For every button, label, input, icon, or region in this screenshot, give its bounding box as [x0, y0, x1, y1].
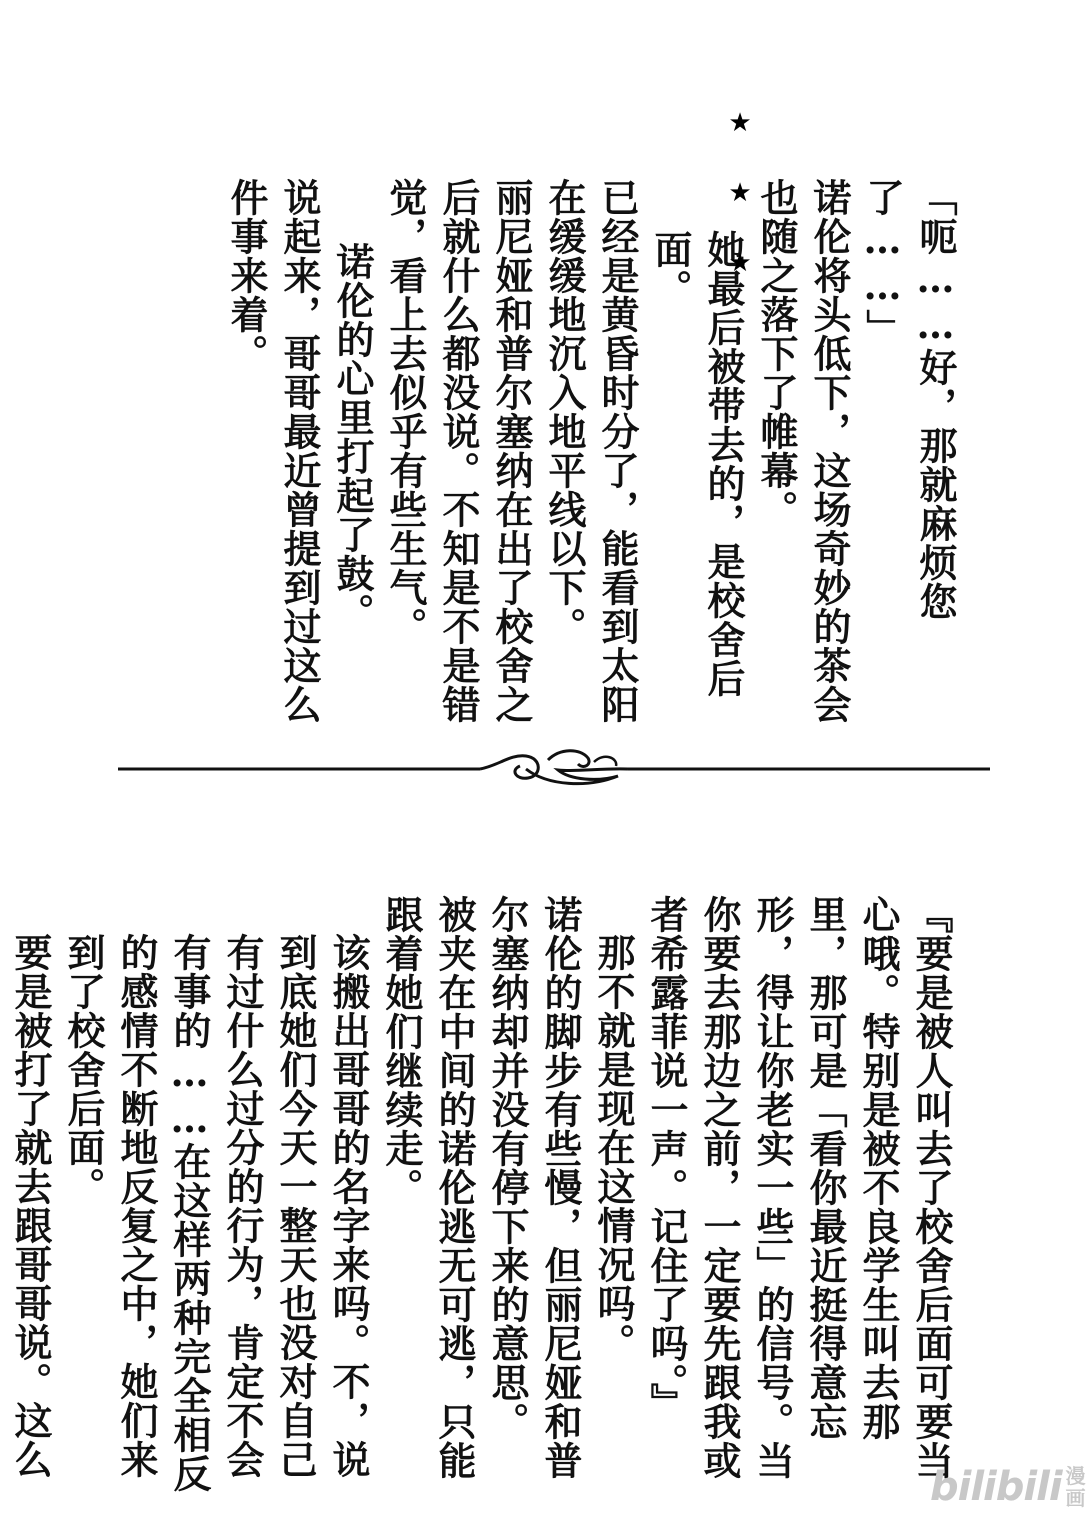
paragraph: 已经是黄昏时分了，能看到太阳在缓缓地沉入地平线以下。 — [542, 178, 640, 724]
paragraph: 「呃……好，那就麻烦您了……」 — [860, 178, 958, 621]
watermark-sub: 漫画 — [1065, 1464, 1086, 1510]
paragraph: 那不就是现在这情况吗。 — [591, 933, 636, 1362]
paragraph: 被夹在中间的诺伦逃无可逃，只能跟着她们继续走。 — [379, 895, 477, 1480]
paragraph: 该搬出哥哥的名字来吗。不，说到底她们今天一整天也没对自己有过什么过分的行为，肯定不会有事的……在这样两种完全相反的感情不断地反复之中，她们来到了校舍后面。 — [61, 933, 371, 1493]
paragraph: 她最后被带去的，是校舍后面。 — [648, 230, 746, 698]
upper-text-block — [182, 178, 962, 738]
paragraph: 丽尼娅和普尔塞纳在出了校舍之后就什么都没说。不知是不是错觉，看上去似乎有些生气。 — [383, 178, 534, 724]
paragraph: 诺伦的心里打起了鼓。 — [330, 242, 375, 632]
paragraph: 说起来，哥哥最近曾提到过这么件事来着。 — [224, 178, 322, 724]
lower-text-block — [8, 895, 958, 1495]
paragraph: 诺伦的脚步有些慢，但丽尼娅和普尔塞纳却并没有停下来的意思。 — [485, 895, 583, 1480]
paragraph: 诺伦将头低下，这场奇妙的茶会也随之落下了帷幕。 — [754, 178, 852, 724]
paragraph: 『要是被人叫去了校舍后面可要当心哦。特别是被不良学生叫去那里，那可是「看你最近挺得意忘形，得让你老实一些」的信号。当你要去那边之前，一定要先跟我或者希露菲说一声。记住了吗。』 — [644, 895, 954, 1480]
ornamental-divider — [118, 742, 990, 796]
paragraph: 要是被打了就去跟哥哥说。这么 — [8, 933, 53, 1479]
watermark-brand: bilibili — [930, 1464, 1062, 1510]
scene-break-stars: ★★★ — [725, 108, 755, 318]
bilibili-manhua-watermark — [930, 1464, 1088, 1510]
